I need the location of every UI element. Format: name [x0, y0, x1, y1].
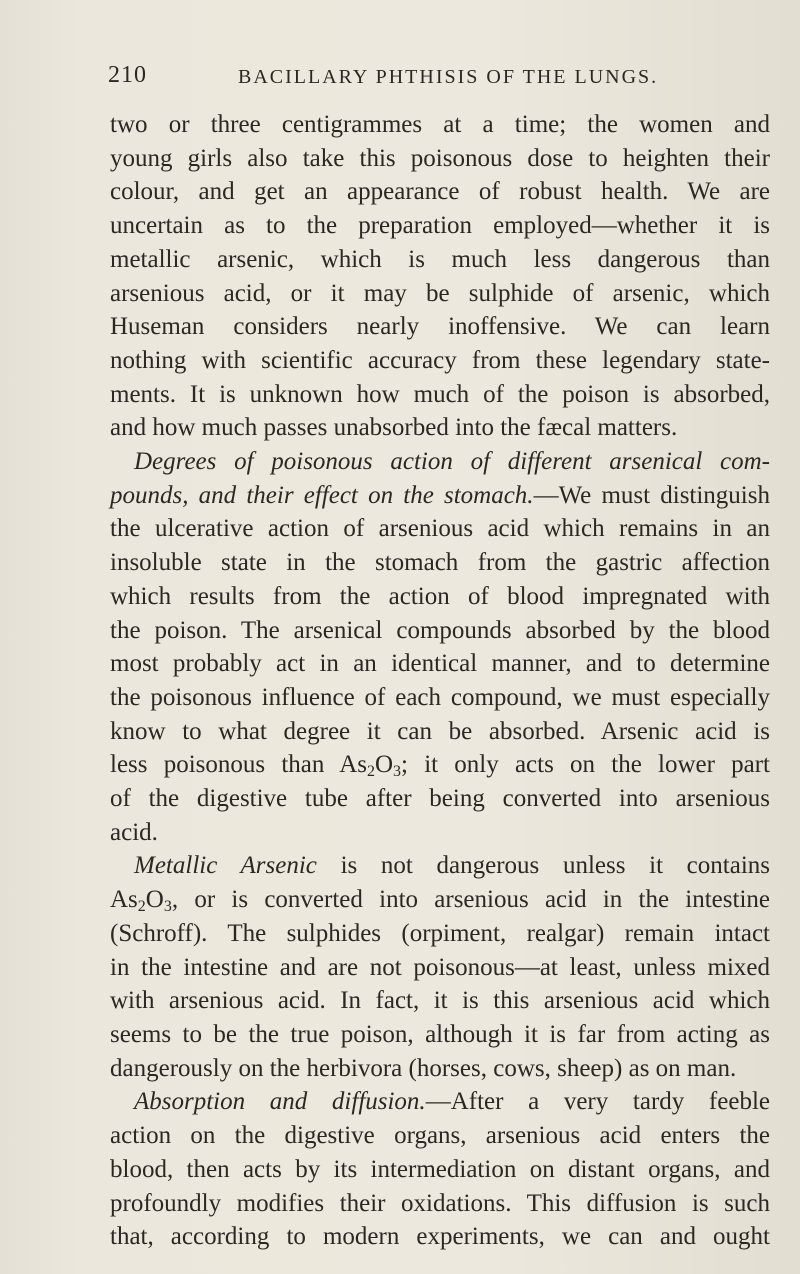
section-heading: Metallic Arsenic [134, 852, 317, 880]
text-line: acid. [110, 818, 158, 846]
subscript: 2 [366, 763, 375, 781]
text-fragment: —We must distinguish [533, 481, 770, 509]
text-line: blood, then acts by its intermediation on distant organs, and [110, 1155, 770, 1183]
text-line: the poison. The arsenical compounds absorbed by the blood [110, 616, 770, 644]
text-line: young girls also take this poisonous dose to heighten their [110, 144, 770, 172]
text-line: know to what degree it can be absorbed. Arsenic acid is [110, 717, 770, 745]
text-line: which results from the action of blood impregnated with [110, 582, 770, 610]
text-fragment: O [374, 751, 394, 779]
text-line: seems to be the true poison, although it is far from acting as [110, 1020, 770, 1048]
text-line: of the digestive tube after being converted into arsenious [110, 785, 770, 813]
text-line [110, 849, 770, 883]
text-fragment: , or is converted into arsenious acid in the intestine [171, 886, 770, 914]
text-line: most probably act in an identical manner, and to determine [110, 650, 770, 678]
text-line: with arsenious acid. In fact, it is this arsenious acid which [110, 987, 770, 1015]
text-fragment: As [110, 886, 138, 914]
text-fragment: less poisonous than As [110, 751, 367, 779]
text-line: nothing with scientific accuracy from these legendary state- [110, 346, 770, 374]
text-line: (Schroff). The sulphides (orpiment, realgar) remain intact [110, 919, 770, 947]
text-line [110, 1085, 770, 1119]
text-fragment: ; it only acts on the lower part [401, 751, 770, 779]
text-line: and how much passes unabsorbed into the fæcal matters. [110, 414, 678, 442]
text-line: two or three centigrammes at a time; the women and [110, 111, 770, 138]
text-line: metallic arsenic, which is much less dangerous than [110, 245, 770, 273]
text-fragment: —After a very tardy feeble [425, 1088, 770, 1116]
section-heading-cont: pounds, and their effect on the stomach. [110, 481, 534, 509]
section-heading: Degrees of poisonous action of different arsenical com- [134, 448, 770, 476]
text-line: colour, and get an appearance of robust health. We are [110, 178, 770, 206]
subscript: 2 [137, 898, 146, 916]
text-fragment: is not dangerous unless it contains [316, 852, 770, 880]
text-line: in the intestine and are not poisonous—at least, unless mixed [110, 953, 770, 981]
subscript: 3 [393, 763, 402, 781]
section-heading: Absorption and diffusion. [134, 1088, 426, 1116]
text-line: the ulcerative action of arsenious acid which remains in an [110, 515, 770, 543]
text-line: ments. It is unknown how much of the poison is absorbed, [110, 380, 770, 408]
subscript: 3 [163, 898, 172, 916]
text-line: Huseman considers nearly inoffensive. We can learn [110, 313, 770, 341]
text-line: profoundly modifies their oxidations. This diffusion is such [110, 1189, 770, 1217]
text-line: uncertain as to the preparation employed—whether it is [110, 212, 770, 240]
text-fragment: O [145, 886, 164, 914]
body-text [110, 108, 770, 1254]
formula-line [110, 748, 770, 782]
text-line: that, according to modern experiments, we can and ought [110, 1223, 770, 1251]
text-line: the poisonous influence of each compound, we must especially [110, 683, 770, 711]
text-line: dangerously on the herbivora (horses, cows, sheep) as on man. [110, 1054, 737, 1082]
page-header [0, 62, 800, 102]
text-line: insoluble state in the stomach from the gastric affection [110, 549, 770, 577]
text-line: arsenious acid, or it may be sulphide of arsenic, which [110, 279, 770, 307]
running-head: BACILLARY PHTHISIS OF THE LUNGS. [238, 66, 659, 88]
text-line [110, 479, 770, 513]
text-line: action on the digestive organs, arsenious acid enters the [110, 1122, 770, 1150]
page-number: 210 [108, 62, 147, 88]
formula-line [110, 883, 770, 917]
section-heading-line [110, 445, 770, 479]
